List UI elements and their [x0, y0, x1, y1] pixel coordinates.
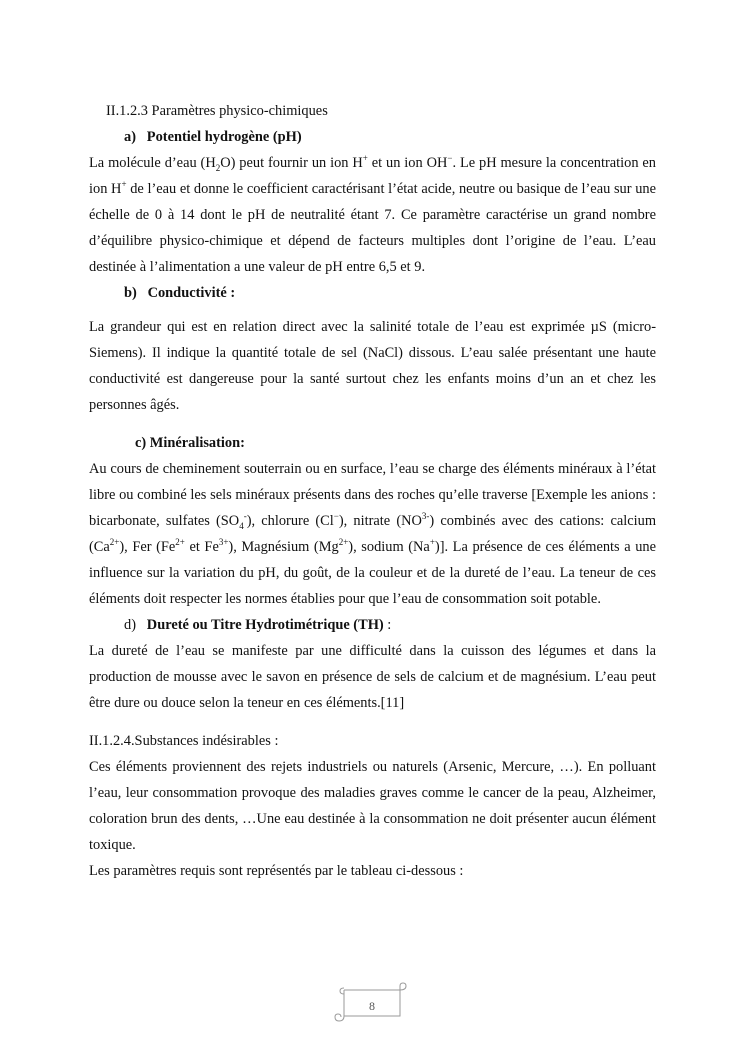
subsection-ph-title: a) Potentiel hydrogène (pH) [124, 129, 302, 145]
table-intro-line: Les paramètres requis sont représentés par le tableau ci-dessous : [89, 863, 464, 879]
subsection-durete-title: d) Dureté ou Titre Hydrotimétrique (TH) : [124, 617, 392, 633]
durete-paragraph: La dureté de l’eau se manifeste par une difficulté dans la cuisson des légumes et dans la production de mousse avec le savon en présence de sels de calcium et de magnésium. L’eau peut être dure ou douce selon la teneur en ces éléments.[11] [89, 643, 656, 711]
document-page [89, 98, 656, 884]
substances-paragraph: Ces éléments proviennent des rejets industriels ou naturels (Arsenic, Mercure, …). En polluant l’eau, leur consommation provoque des maladies graves comme le cancer de la peau, Alzheimer, coloration brun des dents, …Une eau destinée à la consommation ne doit présenter aucun élément toxique. [89, 759, 656, 853]
ph-paragraph: La molécule d’eau $(H_2O)$ peut fournir un ion H+ et un ion OH−. Le pH mesure la concentration en ion H+ de l’eau et donne le coefficient caractérisant l’état acide, neutre ou basique de l’eau sur une échelle de 0 à 14 dont le pH de neutralité étant 7. Ce paramètre caractérise un grand nombre d’équilibre physico-chimique et dépend de facteurs multiples dont l’origine de l’eau. L’eau destinée à l’alimentation a une valeur de pH entre 6,5 et 9. [89, 153, 656, 275]
page-number: 8 [369, 999, 375, 1013]
subsection-conductivite-title: b) Conductivité : [124, 285, 236, 301]
conductivite-paragraph: La grandeur qui est en relation direct avec la salinité totale de l’eau est exprimée µS (micro-Siemens). Il indique la quantité totale de sel (NaCl) dissous. L’eau salée présentant une haute conductivité est dangereuse pour la santé surtout chez les enfants moins d’un an et chez les personnes âgés. [89, 319, 656, 413]
section-heading-physico-chimiques: II.1.2.3 Paramètres physico-chimiques [106, 103, 328, 119]
mineralisation-paragraph: Au cours de cheminement souterrain ou en surface, l’eau se charge des éléments minéraux à l’état libre ou combiné les sels minéraux présents dans des roches qu’elle traverse [Exemple les anions : bicarbonate, sulfates $(SO_4^-)$, chlorure (Cl−), nitrate $(NO^{3-})$ combinés avec des cations: calcium $(Ca^{2+})$, Fer ($Fe^{2+}$ et $Fe^{3+}$), Magnésium $(Mg^{2+})$, sodium (Na+)]. La présence de ces éléments a une influence sur la variation du pH, du goût, de la couleur et de la dureté de l’eau. La teneur de ces éléments doit respecter les normes établies pour que l’eau de consommation soit potable. [89, 461, 657, 607]
page-number-scroll [334, 982, 410, 1022]
subsection-mineralisation-title: c) Minéralisation: [135, 435, 245, 451]
section-heading-substances: II.1.2.4.Substances indésirables : [89, 733, 279, 749]
